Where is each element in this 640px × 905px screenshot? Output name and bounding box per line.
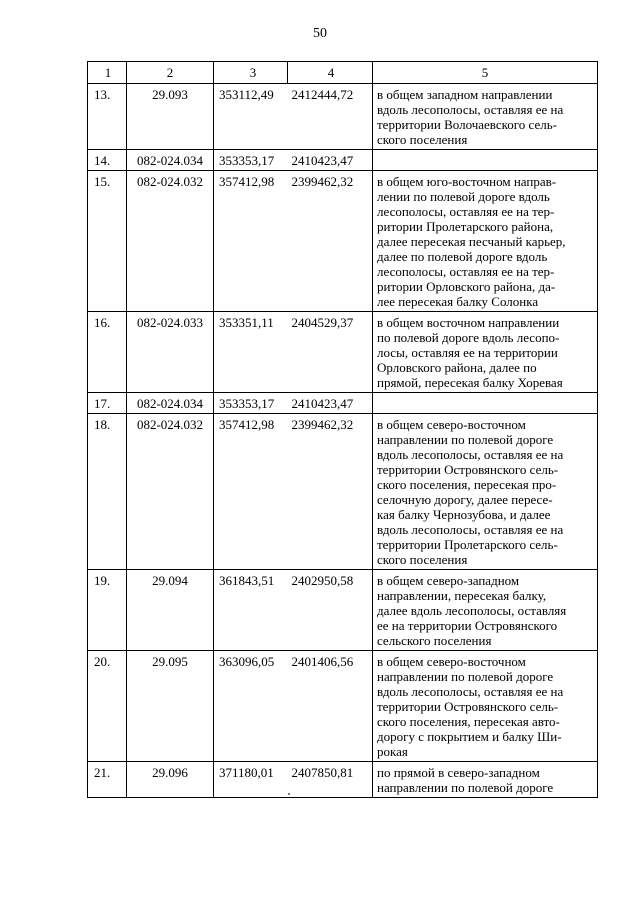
y-coordinate-cell: 2399462,32: [288, 171, 373, 312]
table-row: [88, 84, 598, 150]
table-row: [88, 150, 598, 171]
route-description-text: в общем западном направлении вдоль лесополосы, оставляя ее на территории Волочаевского сель- ского поселения: [377, 87, 564, 147]
y-coordinate-cell: 2410423,47: [288, 150, 373, 171]
route-description-cell: [373, 570, 598, 651]
route-description-cell: [373, 171, 598, 312]
table-header-row: [88, 62, 598, 84]
y-coordinate-cell: 2412444,72: [288, 84, 373, 150]
row-number-cell: 17.: [88, 393, 127, 414]
header-col-4: 4: [288, 62, 373, 84]
point-code-cell: 29.093: [127, 84, 214, 150]
route-description-text: в общем северо-западном направлении, пересекая балку, далее вдоль лесополосы, оставляя ее на территории Островянского сельского поселения: [377, 573, 567, 648]
header-col-3: 3: [214, 62, 288, 84]
table-body: [88, 62, 598, 798]
table-row: [88, 171, 598, 312]
row-number-cell: 18.: [88, 414, 127, 570]
x-coordinate-cell: 371180,01: [214, 762, 288, 798]
x-coordinate-cell: 353353,17: [214, 150, 288, 171]
x-coordinate-cell: 361843,51: [214, 570, 288, 651]
x-coordinate-cell: 353353,17: [214, 393, 288, 414]
y-coordinate-cell: 2401406,56: [288, 651, 373, 762]
route-description-cell: [373, 414, 598, 570]
route-description-cell: [373, 150, 598, 171]
point-code-cell: 29.095: [127, 651, 214, 762]
x-coordinate-cell: 357412,98: [214, 414, 288, 570]
y-coordinate-cell: 2410423,47: [288, 393, 373, 414]
y-coordinate-cell: 2404529,37: [288, 312, 373, 393]
point-code-cell: 082-024.034: [127, 150, 214, 171]
x-coordinate-cell: 353112,49: [214, 84, 288, 150]
route-description-text: в общем юго-восточном направ- лении по полевой дороге вдоль лесополосы, оставляя ее на тер- ритории Пролетарского района, далее пересекая песчаный карьер, далее по полевой дороге вдоль лесополосы, оставляя ее на тер- ритории Орловского района, да- лее пересекая балку Солонка: [377, 174, 566, 309]
route-description-text: в общем северо-восточном направлении по полевой дороге вдоль лесополосы, оставляя ее на территории Островянского сель- ского поселения, пересекая авто- дорогу с покрытием и балку Ши- рокая: [377, 654, 564, 759]
row-number-cell: 16.: [88, 312, 127, 393]
route-description-text: в общем восточном направлении по полевой дороге вдоль лесопо- лосы, оставляя ее на территории Орловского района, далее по прямой, пересекая балку Хоревая: [377, 315, 563, 390]
row-number-cell: 15.: [88, 171, 127, 312]
point-code-cell: 29.096: [127, 762, 214, 798]
table-row: [88, 414, 598, 570]
row-number-cell: 20.: [88, 651, 127, 762]
point-code-cell: 082-024.032: [127, 171, 214, 312]
route-description-cell: [373, 393, 598, 414]
y-coordinate-cell: 2407850,81: [288, 762, 373, 798]
route-description-text: в общем северо-восточном направлении по полевой дороге вдоль лесополосы, оставляя ее на территории Островянского сель- ского поселения, пересекая про- селочную дорогу, далее пересе- кая балку Чернозубова, и далее вдоль лесополосы, оставляя ее на территории Пролетарского сель- ского поселения: [377, 417, 564, 567]
row-number-cell: 13.: [88, 84, 127, 150]
row-number-cell: 19.: [88, 570, 127, 651]
boundary-points-table: [87, 61, 598, 798]
stray-dot: [288, 793, 290, 795]
header-col-2: 2: [127, 62, 214, 84]
point-code-cell: 29.094: [127, 570, 214, 651]
y-coordinate-cell: 2399462,32: [288, 414, 373, 570]
x-coordinate-cell: 363096,05: [214, 651, 288, 762]
row-number-cell: 21.: [88, 762, 127, 798]
x-coordinate-cell: 353351,11: [214, 312, 288, 393]
table-row: [88, 651, 598, 762]
row-number-cell: 14.: [88, 150, 127, 171]
table-row: [88, 570, 598, 651]
point-code-cell: 082-024.032: [127, 414, 214, 570]
route-description-cell: [373, 84, 598, 150]
x-coordinate-cell: 357412,98: [214, 171, 288, 312]
y-coordinate-cell: 2402950,58: [288, 570, 373, 651]
point-code-cell: 082-024.034: [127, 393, 214, 414]
header-col-5: 5: [373, 62, 598, 84]
route-description-cell: [373, 651, 598, 762]
header-col-1: 1: [88, 62, 127, 84]
route-description-cell: [373, 762, 598, 798]
point-code-cell: 082-024.033: [127, 312, 214, 393]
page-number: 50: [313, 26, 327, 41]
route-description-text: по прямой в северо-западном направлении по полевой дороге: [377, 765, 554, 795]
route-description-cell: [373, 312, 598, 393]
table-row: [88, 762, 598, 798]
table-row: [88, 312, 598, 393]
table-row: [88, 393, 598, 414]
